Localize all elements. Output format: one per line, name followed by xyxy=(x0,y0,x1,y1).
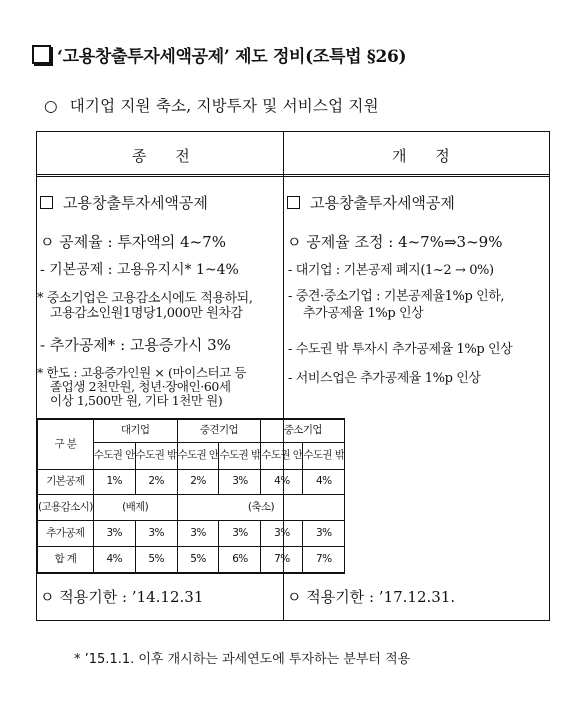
table-cell: 3% xyxy=(93,521,135,547)
right-heading-text: 고용창출투자세액공제 xyxy=(310,194,455,212)
table-cell: 5% xyxy=(177,547,219,573)
subheader-cell: 수도권 밖 xyxy=(219,443,261,470)
right-service: - 서비스업은 추가공제율 1%p 인상 xyxy=(288,371,481,386)
subheader-cell: 수도권 안 xyxy=(177,443,219,470)
right-rate: ㅇ 공제율 조정 : 4~7%⇒3~9% xyxy=(287,233,503,251)
table-cell: 4% xyxy=(93,547,135,573)
right-heading xyxy=(287,192,455,213)
right-mid-2: 추가공제율 1%p 인상 xyxy=(303,306,424,321)
left-limit-note-3: 이상 1,500만 원, 기타 1천만 원) xyxy=(50,393,223,408)
table-cell: 4% xyxy=(261,470,303,495)
table-cell: 5% xyxy=(135,547,177,573)
row-label-additional: 추가공제 xyxy=(38,521,94,547)
group-header: 중견기업 xyxy=(177,419,261,443)
right-column-header: 개 정 xyxy=(392,147,462,165)
table-cell: 3% xyxy=(135,521,177,547)
table-cell: 3% xyxy=(219,521,261,547)
subtitle xyxy=(44,94,379,116)
row-label-total: 합 계 xyxy=(38,547,94,573)
subheader-cell: 수도권 밖 xyxy=(135,443,177,470)
table-cell: 7% xyxy=(303,547,345,573)
footnote: * ’15.1.1. 이후 개시하는 과세연도에 투자하는 분부터 적용 xyxy=(74,652,411,667)
left-column-header: 종 전 xyxy=(132,147,202,165)
table-cell: 3% xyxy=(177,521,219,547)
title-checkbox-icon xyxy=(32,45,51,64)
table-cell: 3% xyxy=(303,521,345,547)
row-label-decrease: (고용감소시) xyxy=(38,495,94,521)
group-header: 대기업 xyxy=(93,419,177,443)
table-cell: 7% xyxy=(261,547,303,573)
checkbox-square-icon xyxy=(40,196,53,209)
checkbox-square-icon xyxy=(287,196,300,209)
table-cell-merged: (축소) xyxy=(177,495,345,521)
subheader-cell: 수도권 안 xyxy=(93,443,135,470)
table-cell: 3% xyxy=(219,470,261,495)
table-label-header: 구 분 xyxy=(38,419,94,470)
subheader-cell: 수도권 안 xyxy=(261,443,303,470)
header-divider xyxy=(36,174,549,177)
table-cell: 6% xyxy=(219,547,261,573)
table-cell-merged: (배제) xyxy=(93,495,177,521)
right-period: ㅇ 적용기한 : ’17.12.31. xyxy=(287,588,456,606)
left-heading xyxy=(40,192,208,213)
right-mid-1: - 중견·중소기업 : 기본공제율1%p 인하, xyxy=(288,289,505,304)
table-cell: 2% xyxy=(177,470,219,495)
left-basic: - 기본공제 : 고용유지시* 1~4% xyxy=(40,262,239,278)
row-label-basic: 기본공제 xyxy=(38,470,94,495)
table-cell: 1% xyxy=(93,470,135,495)
left-limit-note-2: 졸업생 2천만원, 청년·장애인·60세 xyxy=(50,379,231,394)
table-cell: 4% xyxy=(303,470,345,495)
table-cell: 2% xyxy=(135,470,177,495)
left-additional: - 추가공제* : 고용증가시 3% xyxy=(40,336,231,354)
left-rate: ㅇ 공제율 : 투자액의 4~7% xyxy=(40,233,226,251)
right-large: - 대기업 : 기본공제 폐지(1~2 → 0%) xyxy=(288,263,494,278)
group-header: 중소기업 xyxy=(261,419,345,443)
left-heading-text: 고용창출투자세액공제 xyxy=(63,194,208,212)
left-basic-note-2: 고용감소인원1명당1,000만 원차감 xyxy=(50,306,243,321)
left-period: ㅇ 적용기한 : ’14.12.31 xyxy=(40,588,204,606)
right-capital: - 수도권 밖 투자시 추가공제율 1%p 인상 xyxy=(288,342,513,357)
left-basic-note-1: * 중소기업은 고용감소시에도 적용하되, xyxy=(37,291,253,306)
subheader-cell: 수도권 밖 xyxy=(303,443,345,470)
deduction-rate-table xyxy=(37,418,345,574)
table-cell: 3% xyxy=(261,521,303,547)
page-title: ‘고용창출투자세액공제’ 제도 정비(조특법 §26) xyxy=(57,47,407,67)
subtitle-text: 대기업 지원 축소, 지방투자 및 서비스업 지원 xyxy=(69,97,379,115)
subtitle-bullet: ○ xyxy=(44,97,58,115)
left-limit-note-1: * 한도 : 고용증가인원 × (마이스터고 등 xyxy=(37,365,247,380)
